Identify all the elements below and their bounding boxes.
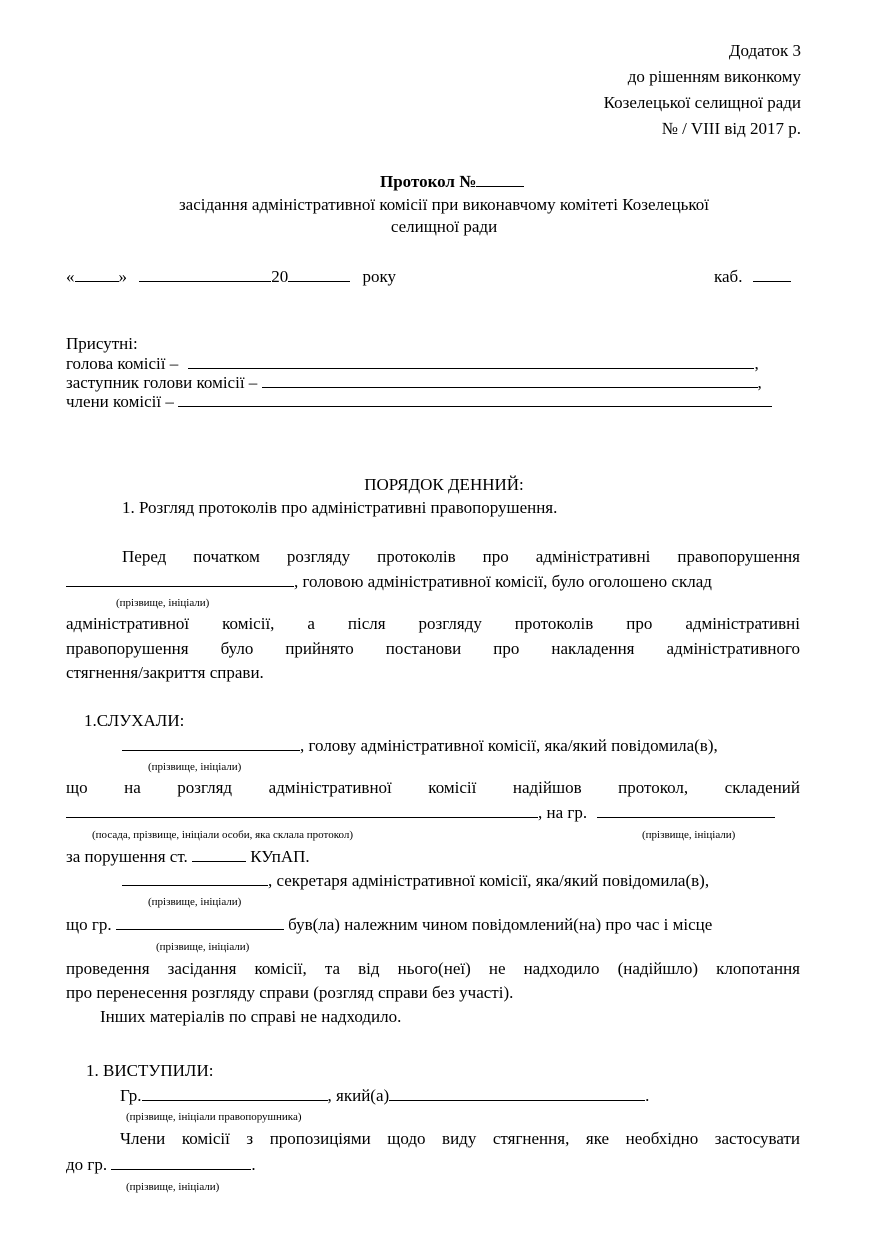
- offender-name-field[interactable]: [142, 1084, 328, 1101]
- protocol-author-field[interactable]: [66, 801, 538, 818]
- century-text: 20: [271, 267, 289, 286]
- heard-line6-text: був(ла) належним чином повідомлений(на) про час і місце: [288, 915, 713, 934]
- heard-line5: [122, 869, 709, 892]
- year-field[interactable]: [288, 265, 350, 282]
- appendix-number: Додаток 3: [728, 41, 801, 60]
- hint-offender: (прізвище, ініціали правопорушника): [126, 1111, 302, 1123]
- agenda-heading: ПОРЯДОК ДЕННИЙ:: [364, 475, 524, 494]
- month-field[interactable]: [139, 265, 271, 282]
- statement-field[interactable]: [389, 1084, 645, 1101]
- hint-author: (посада, прізвище, ініціали особи, яка склала протокол): [92, 829, 353, 841]
- hint-surname: (прізвище, ініціали): [126, 1181, 220, 1193]
- members-label: члени комісії –: [66, 392, 174, 411]
- close-quote: »: [118, 267, 127, 286]
- appendix-number-date: № / VIII від 2017 р.: [661, 119, 801, 138]
- intro-line5: стягнення/закриття справи.: [66, 663, 264, 682]
- intro-line3: адміністративної комісії, а після розгляду протоколів про адміністративні: [66, 614, 800, 633]
- notified-citizen-field[interactable]: [116, 913, 284, 930]
- heard-line3: [66, 801, 775, 824]
- hint-surname: (прізвище, ініціали): [148, 896, 242, 908]
- protocol-subtitle-line1: засідання адміністративної комісії при виконавчому комітеті Козелецької: [178, 195, 710, 214]
- hint-surname: (прізвище, ініціали): [156, 941, 250, 953]
- intro-line2-text: , головою адміністративної комісії, було оголошено склад: [294, 572, 712, 591]
- room-label: каб.: [714, 267, 743, 286]
- date-line: [66, 265, 396, 288]
- spoke-heading: 1. ВИСТУПИЛИ:: [86, 1061, 214, 1080]
- hint-surname: (прізвище, ініціали): [148, 761, 242, 773]
- heard-line7: проведення засідання комісії, та від нього(неї) не надходило (надійшло) клопотання: [66, 959, 800, 978]
- citizen-label: Гр.: [120, 1086, 142, 1105]
- heard-line4: [66, 845, 310, 868]
- year-word: року: [362, 267, 397, 286]
- citizen-name-field[interactable]: [597, 801, 775, 818]
- heard-line5-text: , секретаря адміністративної комісії, яка/який повідомила(в),: [268, 871, 710, 890]
- code-label: КУпАП.: [250, 847, 310, 866]
- protocol-title-text: Протокол №: [380, 172, 477, 191]
- day-field[interactable]: [75, 265, 119, 282]
- open-quote: «: [66, 267, 75, 286]
- heard-line2: що на розгляд адміністративної комісії надійшов протокол, складений: [66, 778, 800, 797]
- chair-field[interactable]: [188, 352, 754, 369]
- protocol-title: [380, 170, 524, 193]
- chair-label: голова комісії –: [66, 354, 179, 373]
- intro-line2: [66, 570, 712, 593]
- citizen-label: що гр.: [66, 915, 112, 934]
- who-label: , який(а): [327, 1086, 390, 1105]
- protocol-number-field[interactable]: [476, 170, 524, 187]
- period: .: [645, 1086, 650, 1105]
- heard-line1: [122, 734, 718, 757]
- heard-heading: 1.СЛУХАЛИ:: [84, 711, 185, 730]
- spoke-line3: [66, 1153, 256, 1176]
- intro-line4: правопорушення було прийнято постанови про накладення адміністративного: [66, 639, 800, 658]
- period: .: [251, 1155, 256, 1174]
- room-line: [714, 265, 791, 288]
- hint-surname: (прізвище, ініціали): [116, 597, 210, 609]
- penalty-citizen-field[interactable]: [111, 1153, 251, 1170]
- members-field[interactable]: [178, 390, 772, 407]
- comma: ,: [757, 373, 762, 392]
- room-field[interactable]: [753, 265, 791, 282]
- spoke-line2: Члени комісії з пропозиціями щодо виду стягнення, яке необхідно застосувати: [120, 1129, 800, 1148]
- appendix-council: Козелецької селищної ради: [603, 93, 801, 112]
- protocol-subtitle-line2: селищної ради: [390, 217, 498, 236]
- heard-line8: про перенесення розгляду справи (розгляд справи без участі).: [66, 983, 514, 1002]
- secretary-name-field[interactable]: [122, 869, 268, 886]
- article-label: за порушення ст.: [66, 847, 188, 866]
- deputy-label: заступник голови комісії –: [66, 373, 258, 392]
- appendix-decision: до рішенням виконкому: [627, 67, 801, 86]
- spoke-line1: [120, 1084, 649, 1107]
- attendees-heading: Присутні:: [66, 334, 138, 353]
- chair-name-field[interactable]: [66, 570, 294, 587]
- heard-line9: Інших матеріалів по справі не надходило.: [100, 1007, 402, 1026]
- agenda-item-1: 1. Розгляд протоколів про адміністративні правопорушення.: [122, 498, 558, 517]
- heard-line6: [66, 913, 712, 936]
- deputy-field[interactable]: [262, 371, 758, 388]
- heard-line1-text: , голову адміністративної комісії, яка/який повідомила(в),: [300, 736, 718, 755]
- intro-line1: Перед початком розгляду протоколів про адміністративні правопорушення: [122, 547, 800, 566]
- article-field[interactable]: [192, 845, 246, 862]
- members-line: [66, 390, 772, 413]
- comma: ,: [754, 354, 759, 373]
- hint-surname: (прізвище, ініціали): [642, 829, 736, 841]
- heard-chair-name-field[interactable]: [122, 734, 300, 751]
- citizen-label: до гр.: [66, 1155, 108, 1174]
- heard-line3-text: , на гр.: [538, 803, 588, 822]
